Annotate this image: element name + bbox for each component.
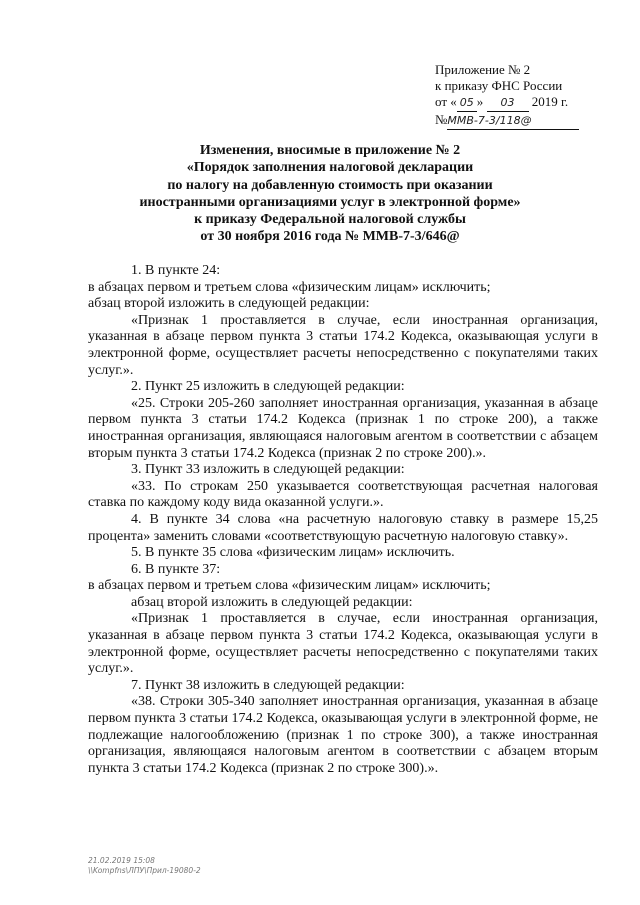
handwritten-number: ММВ-7-3/118@ [447, 114, 532, 127]
paragraph: в абзацах первом и третьем слова «физическим лицам» исключить; [88, 279, 491, 295]
annex-number: №ММВ-7-3/118@ [435, 112, 605, 130]
document-body [88, 263, 598, 777]
quoted-text: «Признак 1 проставляется в случае, если иностранная организация, указанная в абзаце первом пункта 3 статьи 174.2 Кодекса, оказывающая услуги в электронной форме, осуществляет расчеты непосредственно с покупателями таких услуг.». [88, 312, 598, 378]
footer-filepath: \\Kompfns\ЛПУ\Прил-19080-2 [88, 866, 201, 875]
handwritten-month: 03 [500, 96, 515, 109]
title-line: «Порядок заполнения налоговой декларации [186, 160, 474, 176]
item-heading: 1. В пункте 24: [131, 263, 221, 278]
title-line: к приказу Федеральной налоговой службы [194, 212, 466, 228]
quoted-text: «38. Строки 305-340 заполняет иностранная организация, указанная в абзаце первом пункта 3 статьи 174.2 Кодекса, оказывающая услуги в электронной форме, не подлежащие налогообложению (признак 1 по строке 300), а также иностранная организация, являющаяся налоговым агентом в соответствии с абзацем вторым пункта 3 статьи 174.2 Кодекса (признак 2 по строке 300).». [88, 694, 598, 776]
title-line: Изменения, вносимые в приложение № 2 [199, 143, 461, 158]
item-heading: 3. Пункт 33 изложить в следующей редакции: [131, 462, 405, 478]
paragraph: абзац второй изложить в следующей редакции: [88, 296, 370, 312]
annex-date: от « 05 » 03 2019 г. [435, 94, 605, 112]
footer-stamp [88, 856, 201, 876]
annex-title: Приложение № 2 [435, 62, 531, 77]
paragraph: в абзацах первом и третьем слова «физическим лицам» исключить; [88, 578, 491, 594]
footer-timestamp: 21.02.2019 15:08 [88, 856, 155, 865]
paragraph: абзац второй изложить в следующей редакции: [131, 594, 413, 610]
item-heading: 6. В пункте 37: [131, 561, 221, 577]
document-title [80, 142, 580, 246]
item-heading: 5. В пункте 35 слова «физическим лицам» исключить. [131, 545, 455, 561]
item-heading: 7. Пункт 38 изложить в следующей редакции: [131, 677, 405, 693]
quoted-text: «25. Строки 205-260 заполняет иностранная организация, указанная в абзаце первом пункта 3 статьи 174.2 Кодекса (признак 1 по строке 200), а также иностранная организация, являющаяся налоговым агентом в соответствии с абзацем вторым пункта 3 статьи 174.2 Кодекса (признак 2 по строке 200).». [88, 395, 598, 461]
quoted-text: «Признак 1 проставляется в случае, если иностранная организация, указанная в абзаце первом пункта 3 статьи 174.2 Кодекса, оказывающая услуги в электронной форме, осуществляет расчеты непосредственно с покупателями таких услуг.». [88, 611, 598, 677]
handwritten-day: 05 [459, 96, 474, 109]
title-line: от 30 ноября 2016 года № ММВ-7-3/646@ [200, 229, 460, 245]
annex-order-ref: к приказу ФНС России [435, 78, 563, 93]
item-heading: 4. В пункте 34 слова «на расчетную налоговую ставку в размере 15,25 процента» заменить словами «соответствующую расчетную налоговую ставку». [88, 511, 598, 544]
title-line: иностранными организациями услуг в электронной форме» [139, 194, 521, 210]
quoted-text: «33. По строкам 250 указывается соответствующая расчетная налоговая ставка по каждому коду вида оказанной услуги.». [88, 478, 598, 511]
title-line: по налогу на добавленную стоимость при оказании [167, 177, 493, 193]
annex-header [435, 62, 605, 130]
item-heading: 2. Пункт 25 изложить в следующей редакции: [131, 379, 405, 395]
